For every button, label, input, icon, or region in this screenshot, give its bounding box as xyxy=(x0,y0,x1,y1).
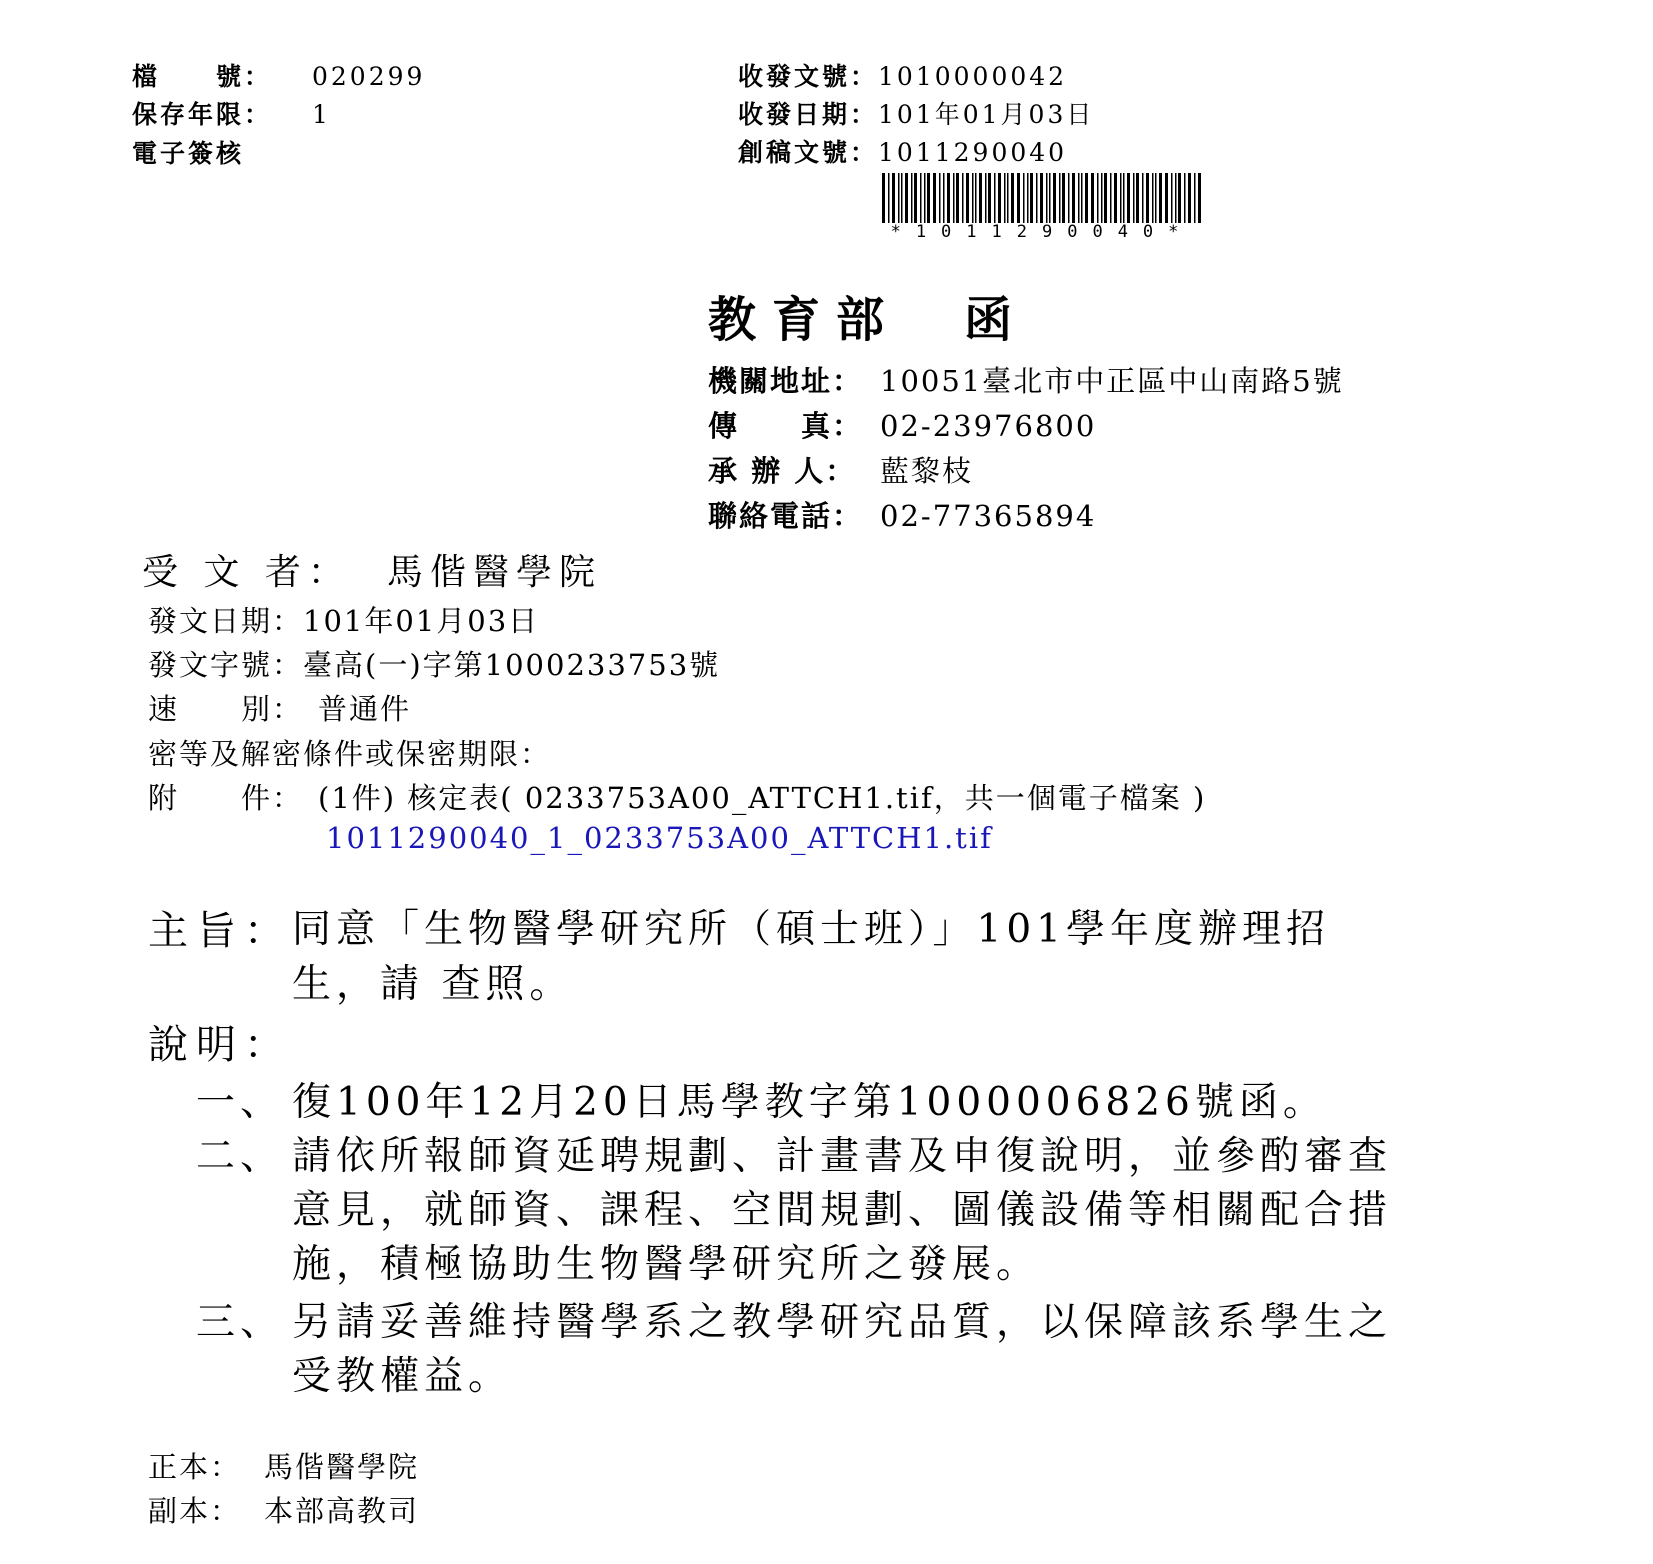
recipient-row xyxy=(142,551,602,594)
file-number-value: 020299 xyxy=(312,62,426,91)
sender-address-label: 機關地址： xyxy=(708,364,864,398)
explanation-item-3-line-2: 受教權益。 xyxy=(292,1354,513,1399)
sender-handler-value: 藍黎枝 xyxy=(880,454,974,488)
attachment-row xyxy=(148,781,1206,816)
secrecy-label: 密等及解密條件或保密期限： xyxy=(148,737,552,771)
retention-label: 保存年限： xyxy=(132,100,273,129)
sender-handler-label: 承 辦 人： xyxy=(708,454,857,488)
dispatch-speed-label: 速 別： xyxy=(148,692,304,726)
dispatch-number-row xyxy=(148,648,720,683)
file-number-label: 檔 號： xyxy=(132,62,273,91)
carbon-copy-label: 副本： xyxy=(148,1494,242,1528)
dispatch-date-label: 發文日期： xyxy=(148,604,304,638)
sender-phone-value: 02-77365894 xyxy=(880,499,1097,533)
explanation-label: 說明： xyxy=(148,1022,292,1068)
carbon-copy-row xyxy=(148,1494,419,1529)
attachment-file-link[interactable]: 1011290040_1_0233753A00_ATTCH1.tif xyxy=(326,821,993,855)
receive-number-row xyxy=(738,62,1067,92)
receive-date-row xyxy=(738,100,1094,130)
recipient-label: 受 文 者： xyxy=(142,552,351,593)
receive-date-value: 101年01月03日 xyxy=(878,100,1095,129)
explanation-item-1-number: 一、 xyxy=(196,1080,285,1125)
explanation-item-2-line-2: 意見，就師資、課程、空間規劃、圖儀設備等相關配合措 xyxy=(292,1188,1393,1233)
attachment-label: 附 件： xyxy=(148,781,304,815)
sender-fax-label: 傳 真： xyxy=(708,409,864,443)
sender-phone-row xyxy=(708,499,1096,534)
recipient-value: 馬偕醫學院 xyxy=(387,552,603,593)
electronic-signature-label: 電子簽核 xyxy=(132,139,245,168)
retention-row xyxy=(132,100,331,130)
subject-line-2: 生，請 查照。 xyxy=(292,962,574,1007)
attachment-value: (1件) 核定表( 0233753A00_ATTCH1.tif，共一個電子檔案 ) xyxy=(318,781,1207,815)
sender-address-row xyxy=(708,364,1344,399)
sender-phone-label: 聯絡電話： xyxy=(708,499,864,533)
carbon-copy-value: 本部高教司 xyxy=(264,1494,420,1528)
dispatch-number-label: 發文字號： xyxy=(148,648,304,682)
subject-line-1: 同意「生物醫學研究所（碩士班）」101學年度辦理招 xyxy=(292,907,1330,952)
draft-number-label: 創稿文號： xyxy=(738,138,879,167)
dispatch-speed-row xyxy=(148,692,411,727)
sender-fax-row xyxy=(708,409,1096,444)
sender-fax-value: 02-23976800 xyxy=(880,409,1097,443)
retention-value: 1 xyxy=(312,100,331,129)
explanation-item-2-line-1: 請依所報師資延聘規劃、計畫書及申復說明，並參酌審查 xyxy=(292,1134,1393,1179)
sender-address-value: 10051臺北市中正區中山南路5號 xyxy=(880,364,1344,398)
subject-label: 主旨： xyxy=(148,908,292,954)
explanation-item-3-number: 三、 xyxy=(196,1300,285,1345)
barcode-image xyxy=(882,173,1202,223)
dispatch-speed-value: 普通件 xyxy=(318,692,412,726)
explanation-item-3-line-1: 另請妥善維持醫學系之教學研究品質，以保障該系學生之 xyxy=(292,1300,1393,1345)
original-copy-row xyxy=(148,1450,419,1485)
original-copy-value: 馬偕醫學院 xyxy=(264,1450,420,1484)
draft-number-row xyxy=(738,138,1067,168)
original-copy-label: 正本： xyxy=(148,1450,242,1484)
receive-number-label: 收發文號： xyxy=(738,62,879,91)
document-title: 教育部 函 xyxy=(708,292,1029,348)
barcode-caption: *1011290040* xyxy=(890,222,1194,242)
explanation-item-2-number: 二、 xyxy=(196,1134,285,1179)
dispatch-date-value: 101年01月03日 xyxy=(303,604,540,638)
draft-number-value: 1011290040 xyxy=(878,138,1068,167)
receive-date-label: 收發日期： xyxy=(738,100,879,129)
sender-handler-row xyxy=(708,454,973,489)
receive-number-value: 1010000042 xyxy=(878,62,1068,91)
explanation-item-2-line-3: 施，積極協助生物醫學研究所之發展。 xyxy=(292,1242,1041,1287)
dispatch-number-value: 臺高(一)字第1000233753號 xyxy=(303,648,721,682)
file-number-row xyxy=(132,62,425,92)
dispatch-date-row xyxy=(148,604,539,639)
explanation-item-1-line-1: 復100年12月20日馬學教字第1000006826號函。 xyxy=(292,1080,1327,1125)
